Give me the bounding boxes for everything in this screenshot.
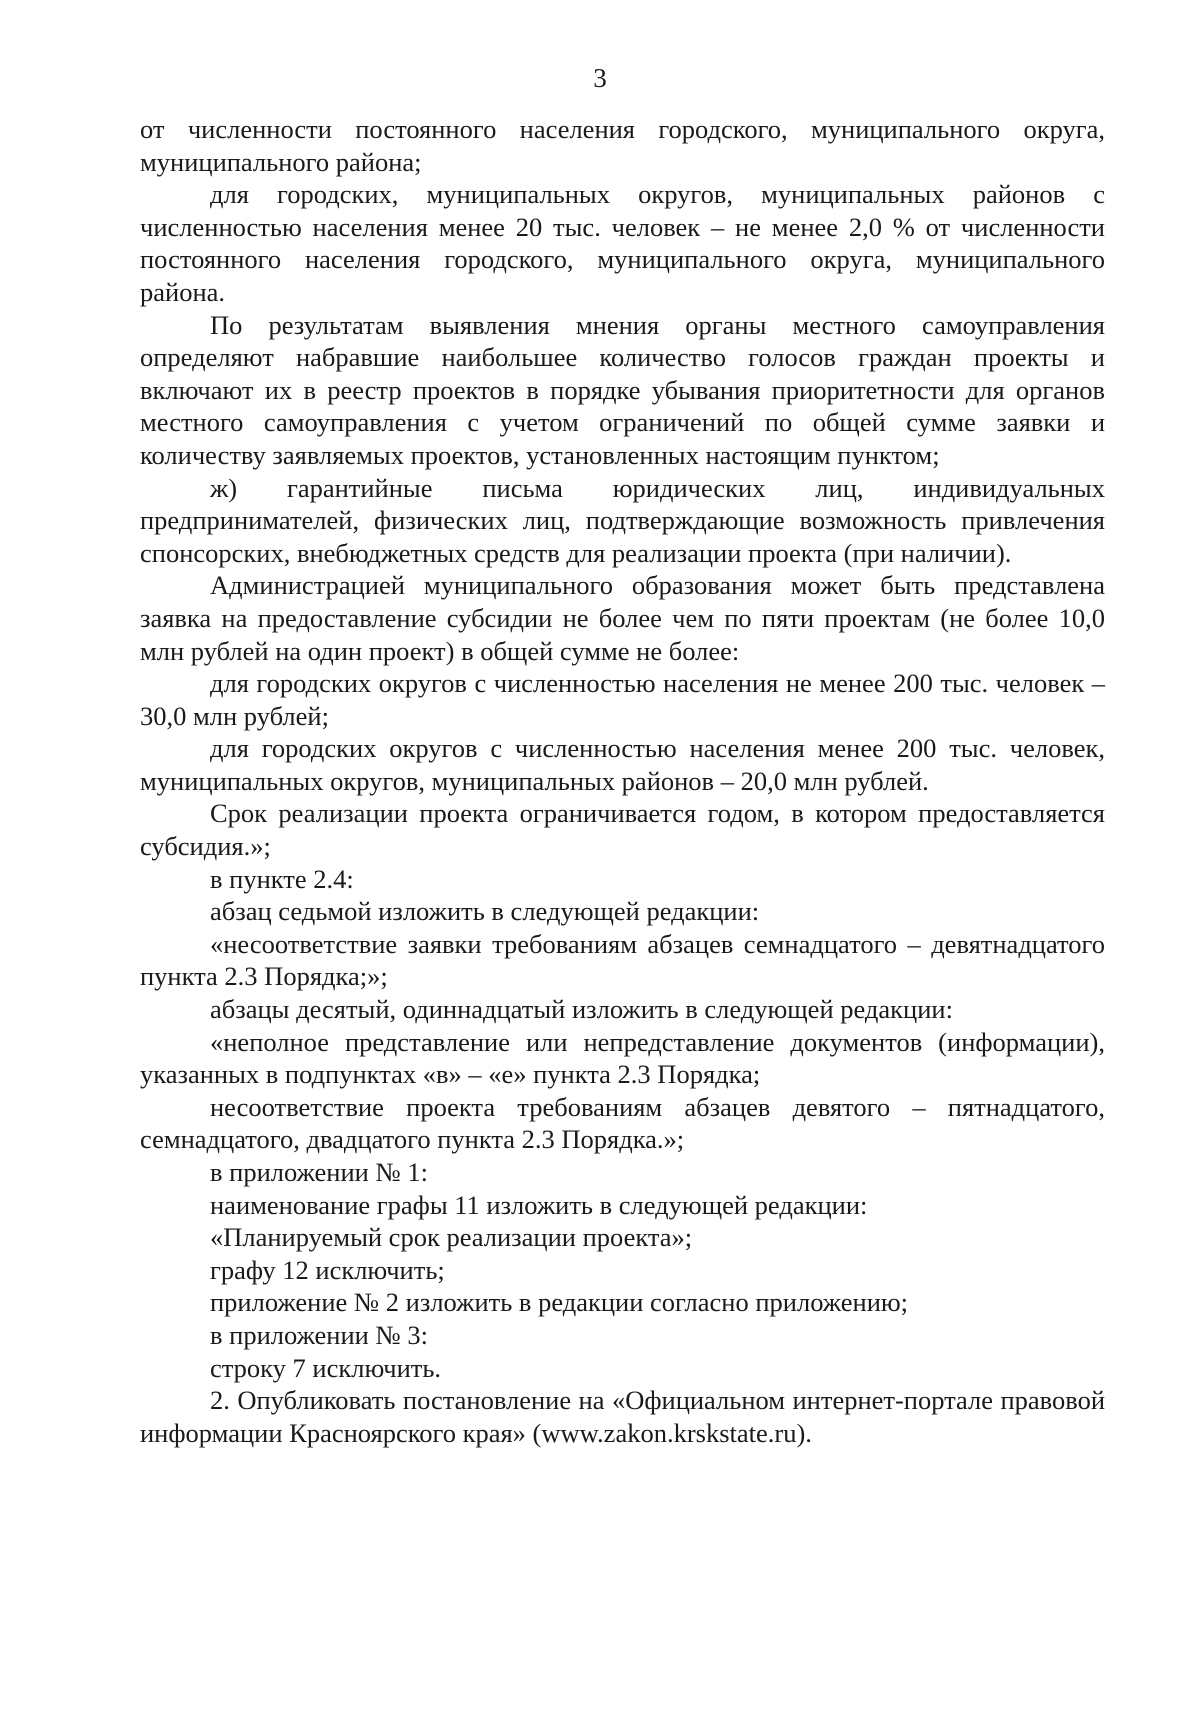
paragraph: ж) гарантийные письма юридических лиц, индивидуальных предпринимателей, физических лиц, подтверждающие возможность привлечения спонсорских, внебюджетных средств для реализации проекта (при наличии). xyxy=(140,472,1105,568)
document-body xyxy=(140,113,1105,1449)
paragraph: строку 7 исключить. xyxy=(210,1352,442,1383)
paragraph: Срок реализации проекта ограничивается годом, в котором предоставляется субсидия.»; xyxy=(140,798,1105,862)
paragraph: По результатам выявления мнения органы местного самоуправления определяют набравшие наибольшее количество голосов граждан проекты и включают их в реестр проектов в порядке убывания приоритетности для органов местного самоуправления с учетом ограничений по общей сумме заявки и количеству заявляемых проектов, установленных настоящим пунктом; xyxy=(140,309,1105,470)
paragraph: Администрацией муниципального образования может быть представлена заявка на предоставление субсидии не более чем по пяти проектам (не более 10,0 млн рублей на один проект) в общей сумме не более: xyxy=(140,570,1105,666)
paragraph: абзацы десятый, одиннадцатый изложить в следующей редакции: xyxy=(210,994,953,1025)
paragraph: для городских округов с численностью населения не менее 200 тыс. человек – 30,0 млн рублей; xyxy=(140,668,1105,731)
paragraph: абзац седьмой изложить в следующей редакции: xyxy=(210,896,760,927)
paragraph: для городских округов с численностью населения менее 200 тыс. человек, муниципальных округов, муниципальных районов – 20,0 млн рублей. xyxy=(140,733,1105,796)
page-number: 3 xyxy=(593,63,607,93)
paragraph: от численности постоянного населения городского, муниципального округа, муниципального района; xyxy=(140,114,1105,177)
paragraph: наименование графы 11 изложить в следующей редакции: xyxy=(210,1189,868,1220)
paragraph: графу 12 исключить; xyxy=(210,1254,445,1285)
paragraph: «несоответствие заявки требованиям абзацев семнадцатого – девятнадцатого пункта 2.3 Порядка;»; xyxy=(140,928,1105,992)
paragraph: в приложении № 1: xyxy=(210,1157,428,1187)
paragraph: 2. Опубликовать постановление на «Официальном интернет-портале правовой информации Красноярского края» (www.zakon.krskstate.ru). xyxy=(140,1385,1105,1448)
paragraph: в пункте 2.4: xyxy=(210,863,354,894)
paragraph: «неполное представление или непредставление документов (информации), указанных в подпунктах «в» – «е» пункта 2.3 Порядка; xyxy=(140,1026,1105,1090)
paragraph: «Планируемый срок реализации проекта»; xyxy=(210,1222,693,1253)
paragraph: в приложении № 3: xyxy=(210,1319,428,1350)
paragraph: несоответствие проекта требованиям абзацев девятого – пятнадцатого, семнадцатого, двадцатого пункта 2.3 Порядка.»; xyxy=(140,1091,1105,1155)
paragraph: для городских, муниципальных округов, муниципальных районов с численностью населения менее 20 тыс. человек – не менее 2,0 % от численности постоянного населения городского, муниципального округа, муниципального района. xyxy=(140,179,1105,307)
paragraph: приложение № 2 изложить в редакции согласно приложению; xyxy=(210,1287,909,1318)
